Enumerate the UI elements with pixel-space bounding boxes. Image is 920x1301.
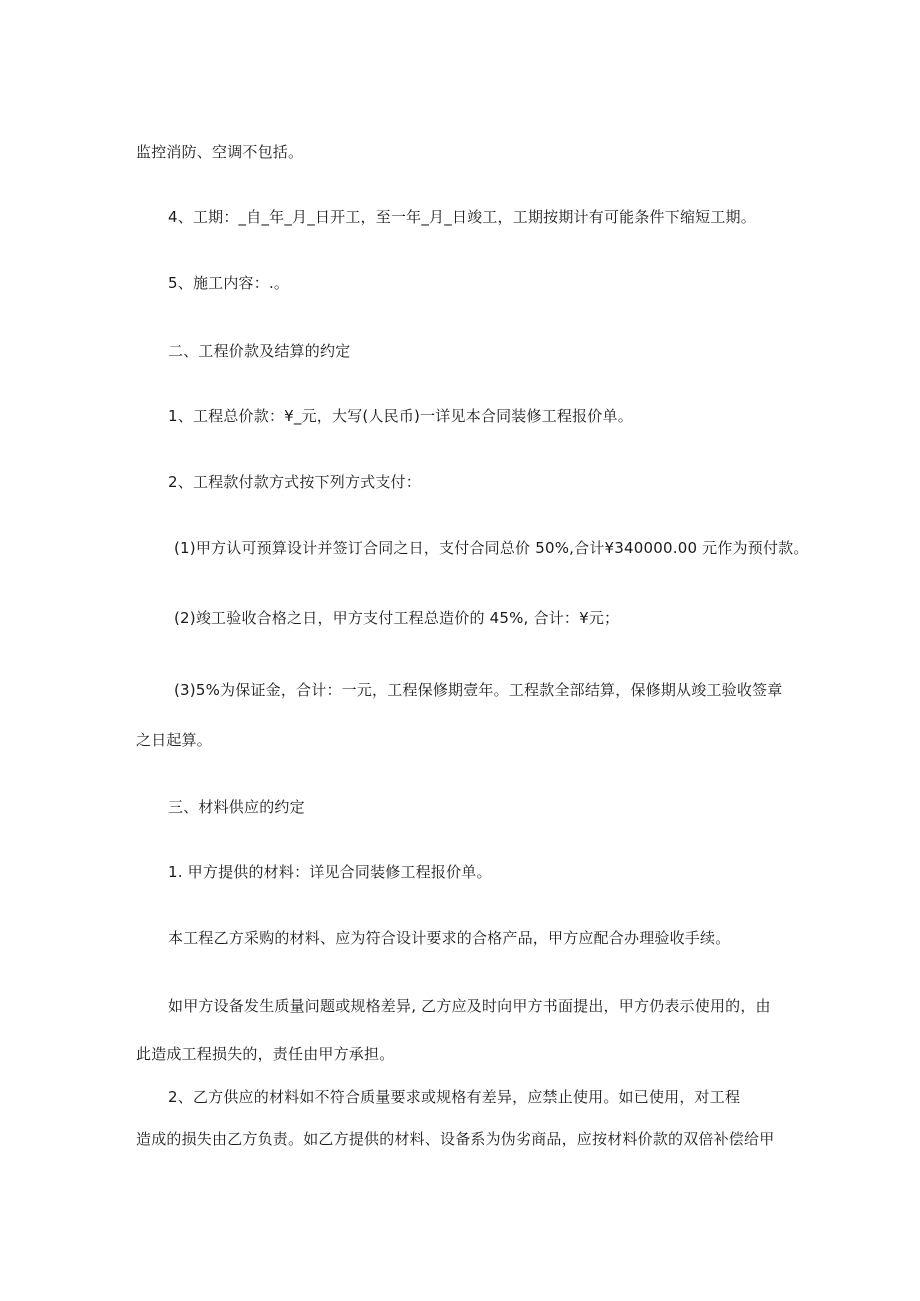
text-line-payment-3-cont: 之日起算。: [136, 731, 213, 749]
text-line-payment-method: 2、工程款付款方式按下列方式支付：: [168, 473, 421, 491]
text-line-scope-exclusion: 监控消防、空调不包括。: [136, 143, 304, 161]
text-line-materials-1: 1. 甲方提供的材料：详见合同装修工程报价单。: [168, 863, 492, 881]
text-line-payment-1: (1)甲方认可预算设计并签订合同之日，支付合同总价 50%,合计¥340000.00 元作为预付款。: [174, 539, 809, 557]
text-line-materials-2: 2、乙方供应的材料如不符合质量要求或规格有差异，应禁止使用。如已使用，对工程: [168, 1088, 741, 1106]
text-line-construction-period: 4、工期：_自_年_月_日开工，至一年_月_日竣工，工期按期计有可能条件下缩短工期。: [168, 208, 756, 226]
text-line-construction-content: 5、施工内容：.。: [168, 274, 290, 292]
text-line-payment-2: (2)竣工验收合格之日，甲方支付工程总造价的 45%, 合计：¥元；: [174, 609, 620, 627]
text-line-materials-quality: 本工程乙方采购的材料、应为符合设计要求的合格产品，甲方应配合办理验收手续。: [168, 929, 731, 947]
text-line-payment-3: (3)5%为保证金，合计：一元，工程保修期壹年。工程款全部结算，保修期从竣工验收签章: [174, 681, 783, 699]
text-line-total-price: 1、工程总价款：¥_元，大写(人民币)一详见本合同装修工程报价单。: [168, 407, 633, 425]
section-heading-price: 二、工程价款及结算的约定: [168, 342, 351, 360]
text-line-materials-defect: 如甲方设备发生质量问题或规格差异, 乙方应及时向甲方书面提出，甲方仍表示使用的，由: [168, 997, 771, 1015]
section-heading-materials: 三、材料供应的约定: [168, 798, 305, 816]
text-line-materials-2-cont: 造成的损失由乙方负责。如乙方提供的材料、设备系为伪劣商品，应按材料价款的双倍补偿给甲: [136, 1130, 775, 1148]
text-line-materials-defect-cont: 此造成工程损失的，责任由甲方承担。: [136, 1045, 395, 1063]
